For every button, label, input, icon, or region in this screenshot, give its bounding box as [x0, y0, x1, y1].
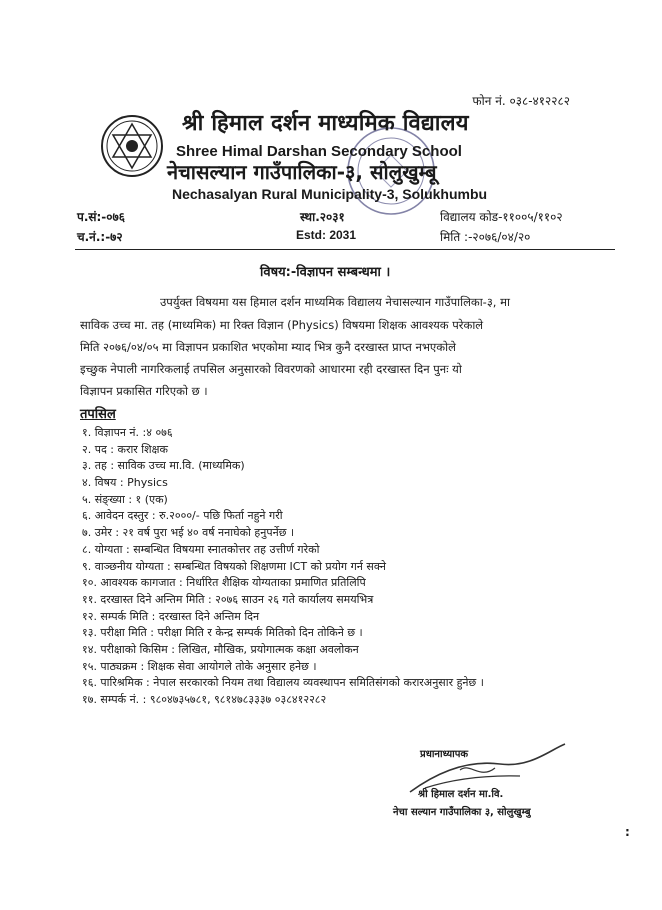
- established-english: Estd: 2031: [296, 228, 357, 242]
- list-item: ७. उमेर : २१ वर्ष पुरा भई ४० वर्ष ननाघेको हनुपर्नेछ ।: [82, 526, 295, 540]
- reference-number: प.सं:-०७६: [77, 210, 125, 224]
- dispatch-number: च.नं.:-७२: [77, 230, 123, 244]
- signature-address: नेचा सल्यान गाउँपालिका ३, सोलुखुम्बु: [393, 807, 531, 818]
- list-item: ९. वाञ्छनीय योग्यता : सम्बन्धित विषयको शिक्षणमा ICT को प्रयोग गर्न सक्ने: [82, 559, 386, 573]
- body-line: मिति २०७६/०४/०५ मा विज्ञापन प्रकाशित भएकोमा म्याद भित्र कुनै दरखास्त प्राप्त नभएकोले: [80, 340, 456, 354]
- list-item: १४. परीक्षाको किसिम : लिखित, मौखिक, प्रयोगात्मक कक्षा अवलोकन: [82, 642, 359, 656]
- body-line: उपर्युक्त विषयमा यस हिमाल दर्शन माध्यमिक विद्यालय नेचासल्यान गाउँपालिका-३, मा: [160, 295, 510, 309]
- list-item: १५. पाठ्यक्रम : शिक्षक सेवा आयोगले तोके अनुसार हनेछ ।: [82, 659, 317, 673]
- list-item: १०. आवश्यक कागजात : निर्धारित शैक्षिक योग्यताका प्रमाणित प्रतिलिपि: [82, 576, 366, 590]
- list-item: ८. योग्यता : सम्बन्धित विषयमा स्नातकोत्तर तह उत्तीर्ण गरेको: [82, 542, 320, 556]
- letter-date: मिति :-२०७६/०४/२०: [440, 230, 531, 244]
- signature-title: प्रधानाध्यापक: [420, 749, 469, 760]
- subject-line: विषय:-विज्ञापन सम्बन्धमा ।: [260, 265, 391, 280]
- list-item: ११. दरखास्त दिने अन्तिम मिति : २०७६ साउन २६ गते कार्यालय समयभित्र: [82, 592, 374, 606]
- header-divider: [75, 249, 615, 250]
- list-item: १६. पारिश्रमिक : नेपाल सरकारको नियम तथा विद्यालय व्यवस्थापन समितिसंगको करारअनुसार हुनेछ ।: [82, 676, 484, 690]
- tapsil-heading: तपसिल: [80, 407, 116, 422]
- address-english: Nechasalyan Rural Municipality-3, Solukhumbu: [172, 186, 488, 202]
- list-item: ६. आवेदन दस्तुर : रु.२०००/- पछि फिर्ता नहुने गरी: [82, 509, 283, 523]
- established-nepali: स्था.२०३१: [300, 210, 345, 224]
- body-line: साविक उच्च मा. तह (माध्यमिक) मा रिक्त विज्ञान (Physics) विषयमा शिक्षक आवश्यक परेकाले: [80, 318, 484, 332]
- body-line: विज्ञापन प्रकासित गरिएको छ ।: [80, 384, 208, 398]
- phone-number: फोन नं. ०३८-४१२२८२: [472, 94, 570, 108]
- list-item: १. विज्ञापन नं. :४ ०७६: [82, 426, 173, 439]
- signature-school: श्री हिमाल दर्शन मा.वि.: [418, 789, 504, 800]
- list-item: ४. विषय : Physics: [82, 476, 168, 490]
- school-name-nepali: श्री हिमाल दर्शन माध्यमिक विद्यालय: [182, 111, 469, 136]
- list-item: २. पद : करार शिक्षक: [82, 442, 168, 456]
- address-nepali: नेचासल्यान गाउँपालिका-३, सोलुखुम्बू: [167, 160, 437, 184]
- school-emblem-logo: [100, 114, 164, 178]
- list-item: १३. परीक्षा मिति : परीक्षा मिति र केन्द्र सम्पर्क मितिको दिन तोकिने छ ।: [82, 626, 363, 640]
- list-item: १७. सम्पर्क नं. : ९८०४७३५७८१, ९८१४७८३३३७ ०३८४१२२८२: [82, 693, 327, 706]
- body-line: इच्छुक नेपाली नागरिकलाई तपसिल अनुसारको विवरणको आधारमा रही दरखास्त दिन पुनः यो: [80, 362, 462, 376]
- school-name-english: Shree Himal Darshan Secondary School: [176, 143, 462, 160]
- list-item: ३. तह : साविक उच्च मा.वि. (माध्यमिक): [82, 459, 245, 473]
- school-code: विद्यालय कोड-११००५/११०२: [440, 210, 563, 224]
- details-list: [82, 425, 484, 709]
- list-item: ५. संङ्ख्या : १ (एक): [82, 492, 168, 506]
- margin-marks: :: [625, 825, 630, 839]
- list-item: १२. सम्पर्क मिति : दरखास्त दिने अन्तिम दिन: [82, 609, 260, 623]
